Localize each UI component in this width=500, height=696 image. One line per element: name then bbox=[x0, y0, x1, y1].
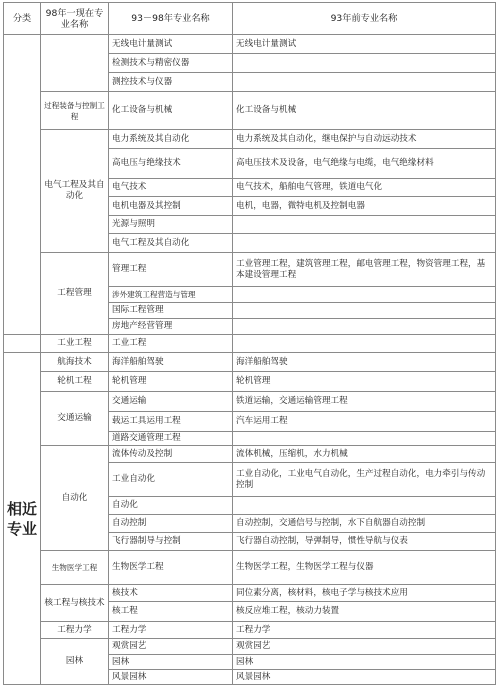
major-93-98: 海洋船舶驾驶 bbox=[109, 353, 233, 372]
major-93-98: 检测技术与精密仪器 bbox=[109, 54, 233, 73]
header-pre-93-major: 93年前专业名称 bbox=[233, 3, 496, 35]
major-pre-93 bbox=[233, 432, 496, 446]
table-row bbox=[4, 392, 496, 412]
major-pre-93: 同位素分离，核材料，核电子学与核技术应用 bbox=[233, 585, 496, 602]
major-93-98: 流体传动及控制 bbox=[109, 446, 233, 463]
major-93-98: 交通运输 bbox=[109, 392, 233, 412]
table-row bbox=[4, 35, 496, 54]
major-pre-93: 无线电计量测试 bbox=[233, 35, 496, 54]
major-pre-93: 园林 bbox=[233, 655, 496, 670]
major-93-98: 轮机管理 bbox=[109, 372, 233, 392]
major-pre-93 bbox=[233, 287, 496, 303]
table-row bbox=[4, 622, 496, 639]
major-93-98: 电气技术 bbox=[109, 179, 233, 197]
major-pre-93: 电气技术，船舶电气管理，铁道电气化 bbox=[233, 179, 496, 197]
major-93-98: 电力系统及其自动化 bbox=[109, 130, 233, 149]
major-pre-93 bbox=[233, 335, 496, 353]
table-row bbox=[4, 253, 496, 287]
major-93-98: 高电压与绝缘技术 bbox=[109, 149, 233, 179]
major-93-98: 工程力学 bbox=[109, 622, 233, 639]
major-pre-93: 铁道运输，交通运输管理工程 bbox=[233, 392, 496, 412]
group-cell: 轮机工程 bbox=[41, 372, 109, 392]
major-93-98: 载运工具运用工程 bbox=[109, 412, 233, 432]
major-93-98: 核工程 bbox=[109, 602, 233, 622]
category-label: 相近专业 bbox=[4, 353, 41, 685]
major-pre-93: 自动控制，交通信号与控制，水下自航器自动控制 bbox=[233, 515, 496, 533]
category-cell-upper bbox=[4, 35, 41, 335]
major-93-98: 核技术 bbox=[109, 585, 233, 602]
table-row bbox=[4, 92, 496, 130]
major-pre-93 bbox=[233, 234, 496, 253]
group-cell bbox=[41, 35, 109, 92]
major-pre-93: 风景园林 bbox=[233, 670, 496, 685]
major-93-98: 工业自动化 bbox=[109, 463, 233, 497]
table-row bbox=[4, 639, 496, 655]
table-row bbox=[4, 335, 496, 353]
major-pre-93: 工程力学 bbox=[233, 622, 496, 639]
major-pre-93: 工业管理工程，建筑管理工程，邮电管理工程，物资管理工程，基本建设管理工程 bbox=[233, 253, 496, 287]
major-pre-93 bbox=[233, 303, 496, 319]
major-93-98: 化工设备与机械 bbox=[109, 92, 233, 130]
major-pre-93: 高电压技术及设备，电气绝缘与电缆，电气绝缘材料 bbox=[233, 149, 496, 179]
major-pre-93: 电力系统及其自动化，继电保护与自动远动技术 bbox=[233, 130, 496, 149]
major-pre-93 bbox=[233, 54, 496, 73]
major-pre-93: 化工设备与机械 bbox=[233, 92, 496, 130]
major-93-98: 道路交通管理工程 bbox=[109, 432, 233, 446]
major-pre-93: 生物医学工程，生物医学工程与仪器 bbox=[233, 551, 496, 585]
major-pre-93: 汽车运用工程 bbox=[233, 412, 496, 432]
category-cell-spacer bbox=[4, 335, 41, 353]
major-pre-93: 轮机管理 bbox=[233, 372, 496, 392]
table-row bbox=[4, 353, 496, 372]
major-pre-93 bbox=[233, 319, 496, 335]
major-93-98: 自动化 bbox=[109, 497, 233, 515]
group-cell: 工程力学 bbox=[41, 622, 109, 639]
major-pre-93: 核反应堆工程，核动力装置 bbox=[233, 602, 496, 622]
major-pre-93: 观赏园艺 bbox=[233, 639, 496, 655]
major-93-98: 园林 bbox=[109, 655, 233, 670]
table-row bbox=[4, 551, 496, 585]
major-93-98: 光源与照明 bbox=[109, 216, 233, 234]
major-93-98: 测控技术与仪器 bbox=[109, 73, 233, 92]
major-93-98: 涉外建筑工程营造与管理 bbox=[109, 287, 233, 303]
major-pre-93: 电机，电器，微特电机及控制电器 bbox=[233, 197, 496, 216]
group-cell: 生物医学工程 bbox=[41, 551, 109, 585]
major-93-98: 管理工程 bbox=[109, 253, 233, 287]
major-93-98: 电机电器及其控制 bbox=[109, 197, 233, 216]
group-cell: 交通运输 bbox=[41, 392, 109, 446]
table-row bbox=[4, 372, 496, 392]
major-93-98: 国际工程管理 bbox=[109, 303, 233, 319]
major-93-98: 观赏园艺 bbox=[109, 639, 233, 655]
table-header-row bbox=[4, 3, 496, 35]
major-pre-93 bbox=[233, 216, 496, 234]
group-cell: 园林 bbox=[41, 639, 109, 685]
major-93-98: 自动控制 bbox=[109, 515, 233, 533]
group-cell: 过程装备与控制工程 bbox=[41, 92, 109, 130]
table-row bbox=[4, 446, 496, 463]
major-93-98: 工业工程 bbox=[109, 335, 233, 353]
major-pre-93: 工业自动化，工业电气自动化，生产过程自动化，电力牵引与传动控制 bbox=[233, 463, 496, 497]
table-row bbox=[4, 585, 496, 602]
header-93-98-major: 93－98年专业名称 bbox=[109, 3, 233, 35]
major-93-98: 飞行器制导与控制 bbox=[109, 533, 233, 551]
group-cell: 工业工程 bbox=[41, 335, 109, 353]
major-pre-93 bbox=[233, 73, 496, 92]
major-pre-93: 流体机械，压缩机，水力机械 bbox=[233, 446, 496, 463]
group-cell: 工程管理 bbox=[41, 253, 109, 335]
major-93-98: 生物医学工程 bbox=[109, 551, 233, 585]
major-93-98: 电气工程及其自动化 bbox=[109, 234, 233, 253]
major-93-98: 房地产经营管理 bbox=[109, 319, 233, 335]
major-93-98: 无线电计量测试 bbox=[109, 35, 233, 54]
major-pre-93: 飞行器自动控制，导弹制导，惯性导航与仪表 bbox=[233, 533, 496, 551]
header-current-major: 98年一现在专业名称 bbox=[41, 3, 109, 35]
group-cell: 航海技术 bbox=[41, 353, 109, 372]
table-row bbox=[4, 130, 496, 149]
group-cell: 自动化 bbox=[41, 446, 109, 551]
major-pre-93 bbox=[233, 497, 496, 515]
major-comparison-table bbox=[3, 2, 496, 685]
header-category: 分类 bbox=[4, 3, 41, 35]
group-cell: 核工程与核技术 bbox=[41, 585, 109, 622]
major-93-98: 风景园林 bbox=[109, 670, 233, 685]
major-pre-93: 海洋船舶驾驶 bbox=[233, 353, 496, 372]
group-cell: 电气工程及其自动化 bbox=[41, 130, 109, 253]
